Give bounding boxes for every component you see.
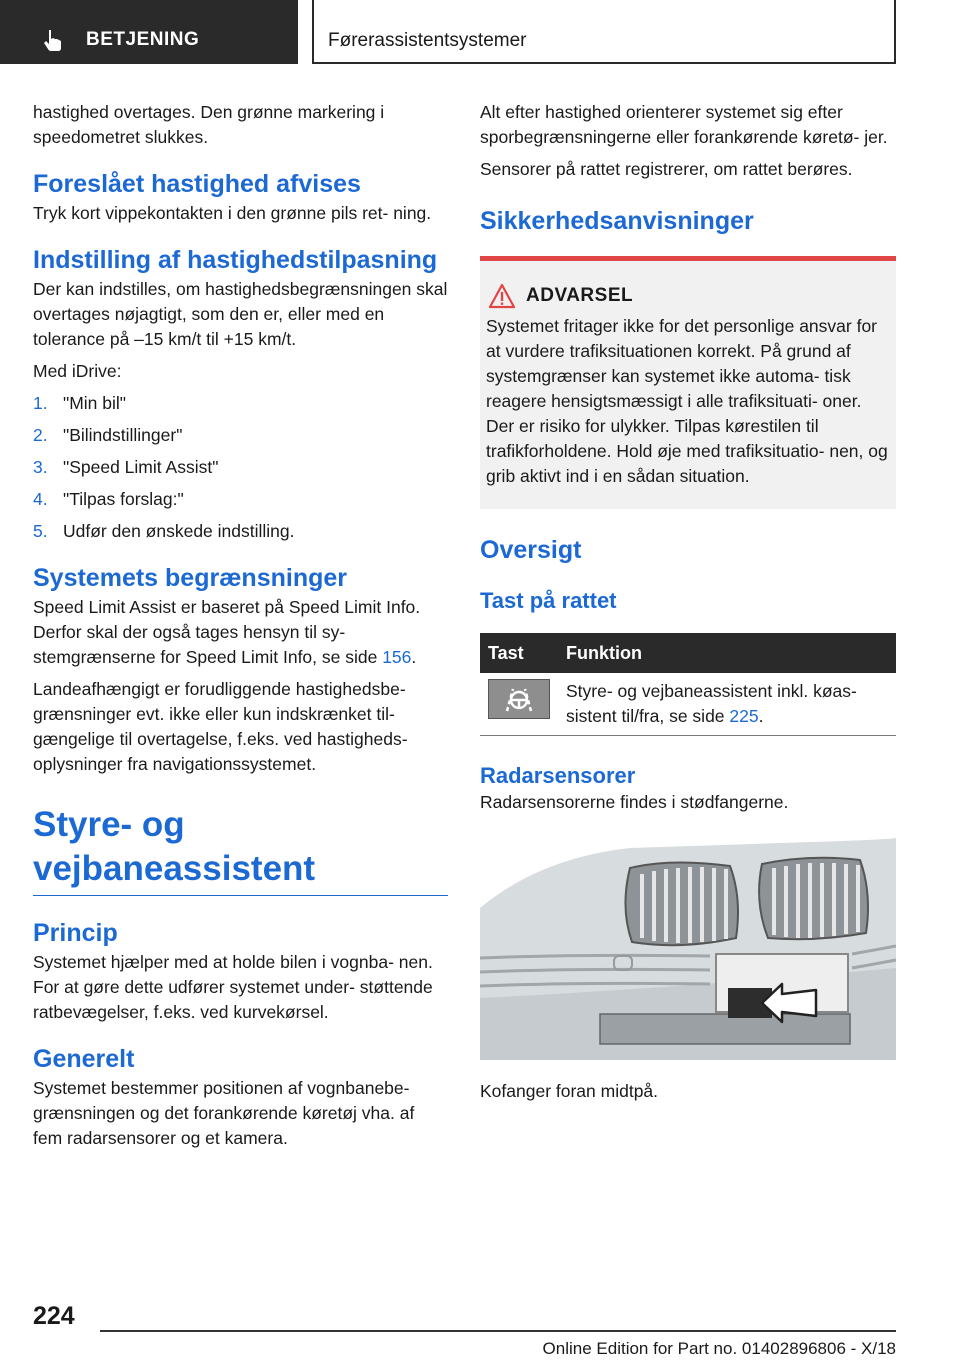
heading-radar-sensors: Radarsensorer (480, 763, 636, 788)
footer-edition: Online Edition for Part no. 01402896806 - X/18 (542, 1339, 896, 1358)
limits-text-end: . (411, 647, 417, 667)
heading-principle: Princip (33, 919, 118, 947)
header-section-label: BETJENING (86, 29, 200, 50)
header-section-tab (0, 0, 298, 64)
list-item (33, 487, 448, 512)
heading-lane-assistant: Styre- og vejbaneassistent (33, 803, 448, 896)
heading-safety: Sikkerhedsanvisninger (480, 207, 754, 235)
step-number: 5. (33, 521, 48, 541)
step-text: "Min bil" (63, 393, 126, 413)
table-header-row (480, 633, 896, 673)
paragraph-orientation: Alt efter hastighed orienterer systemet sig efter sporbegrænsningerne eller forankørende køretø‐ jer. (480, 102, 888, 147)
step-number: 1. (33, 393, 48, 413)
warning-text: Systemet fritager ikke for det personlige ansvar for at vurdere trafiksituationen korrekt. På grund af systemgrænser kan systemet ikke automa‐ tisk reagere hensigtsmæssigt i alle trafiksituati‐ oner. Der er risiko for ulykker. Tilpas kørestilen til trafikforholdene. Hold øje med trafiksituatio‐ nen, og grib aktivt ind i en sådan situation. (486, 316, 888, 486)
page-link-225[interactable]: 225 (729, 706, 759, 726)
paragraph-system-limits-1 (33, 595, 448, 670)
footer-divider (100, 1330, 896, 1332)
page-number: 224 (33, 1302, 75, 1330)
key-cell (480, 673, 558, 736)
heading-speed-adjust-setting: Indstilling af hastighedstilpasning (33, 246, 438, 274)
page-link-156[interactable]: 156 (382, 647, 412, 667)
step-number: 4. (33, 489, 48, 509)
paragraph-radar-sensors: Radarsensorerne findes i stødfangerne. (480, 792, 789, 812)
lane-assist-button-icon (488, 679, 550, 719)
paragraph-principle: Systemet hjælper med at holde bilen i vognba‐ nen. For at gøre dette udfører systemet under‐ støttende ratbevægelser, f.eks. ved kurvekørsel. (33, 952, 433, 1022)
step-text: Udfør den ønskede indstilling. (63, 521, 295, 541)
paragraph-idrive: Med iDrive: (33, 361, 122, 381)
step-number: 2. (33, 425, 48, 445)
paragraph-general: Systemet bestemmer positionen af vognbanebe‐ grænsningen og det forankørende køretøj vha. af fem radarsensorer og et kamera. (33, 1078, 415, 1148)
right-column (480, 100, 896, 1111)
paragraph-reject-speed: Tryk kort vippekontakten i den grønne pils ret‐ ning. (33, 203, 432, 223)
step-text: "Tilpas forslag:" (63, 489, 184, 509)
paragraph-sensors: Sensorer på rattet registrerer, om rattet berøres. (480, 159, 853, 179)
heading-overview: Oversigt (480, 536, 582, 564)
paragraph-speed-adjust-setting: Der kan indstilles, om hastighedsbegrænsningen skal overtages nøjagtigt, som den er, eller med en tolerance på –15 km/t til +15 km/t. (33, 279, 448, 349)
figure-caption: Kofanger foran midtpå. (480, 1081, 659, 1101)
header-title: Førerassistentsystemer (328, 30, 527, 51)
warning-box (480, 261, 896, 509)
heading-system-limits: Systemets begrænsninger (33, 564, 347, 592)
step-text: "Bilindstillinger" (63, 425, 183, 445)
limits-text: Speed Limit Assist er baseret på Speed Limit Info. Derfor skal der også tages hensyn til sy‐ stemgrænserne for Speed Limit Info, se side (33, 597, 421, 667)
column-header-key: Tast (480, 633, 558, 673)
heading-reject-speed: Foreslået hastighed afvises (33, 170, 361, 198)
hand-pointer-icon (40, 27, 66, 53)
list-item (33, 519, 448, 544)
list-item (33, 423, 448, 448)
heading-general: Generelt (33, 1045, 135, 1073)
warning-triangle-icon (488, 283, 516, 309)
step-text: "Speed Limit Assist" (63, 457, 219, 477)
function-text-end: . (758, 706, 764, 726)
warning-label: ADVARSEL (526, 285, 634, 306)
function-cell (558, 673, 896, 736)
warning-header (486, 283, 890, 309)
list-item (33, 455, 448, 480)
list-item (33, 391, 448, 416)
step-number: 3. (33, 457, 48, 477)
column-header-function: Funktion (558, 633, 896, 673)
heading-steering-button: Tast på rattet (480, 588, 617, 613)
paragraph-system-limits-2: Landeafhængigt er forudliggende hastighedsbe‐ grænsninger evt. ikke eller kun indskrænket til‐ gængelige til overtagelse, f.eks. ved hastigheds‐ oplysninger fra navigationssystemet. (33, 679, 408, 774)
intro-paragraph: hastighed overtages. Den grønne markering i speedometret slukkes. (33, 102, 385, 147)
header-title-box (312, 0, 896, 64)
idrive-steps-list (33, 391, 448, 544)
front-bumper-illustration (480, 838, 896, 1060)
left-column (33, 100, 448, 1158)
function-text: Styre- og vejbaneassistent inkl. køas‐ sistent til/fra, se side (566, 681, 857, 726)
table-row (480, 673, 896, 736)
button-function-table (480, 633, 896, 736)
